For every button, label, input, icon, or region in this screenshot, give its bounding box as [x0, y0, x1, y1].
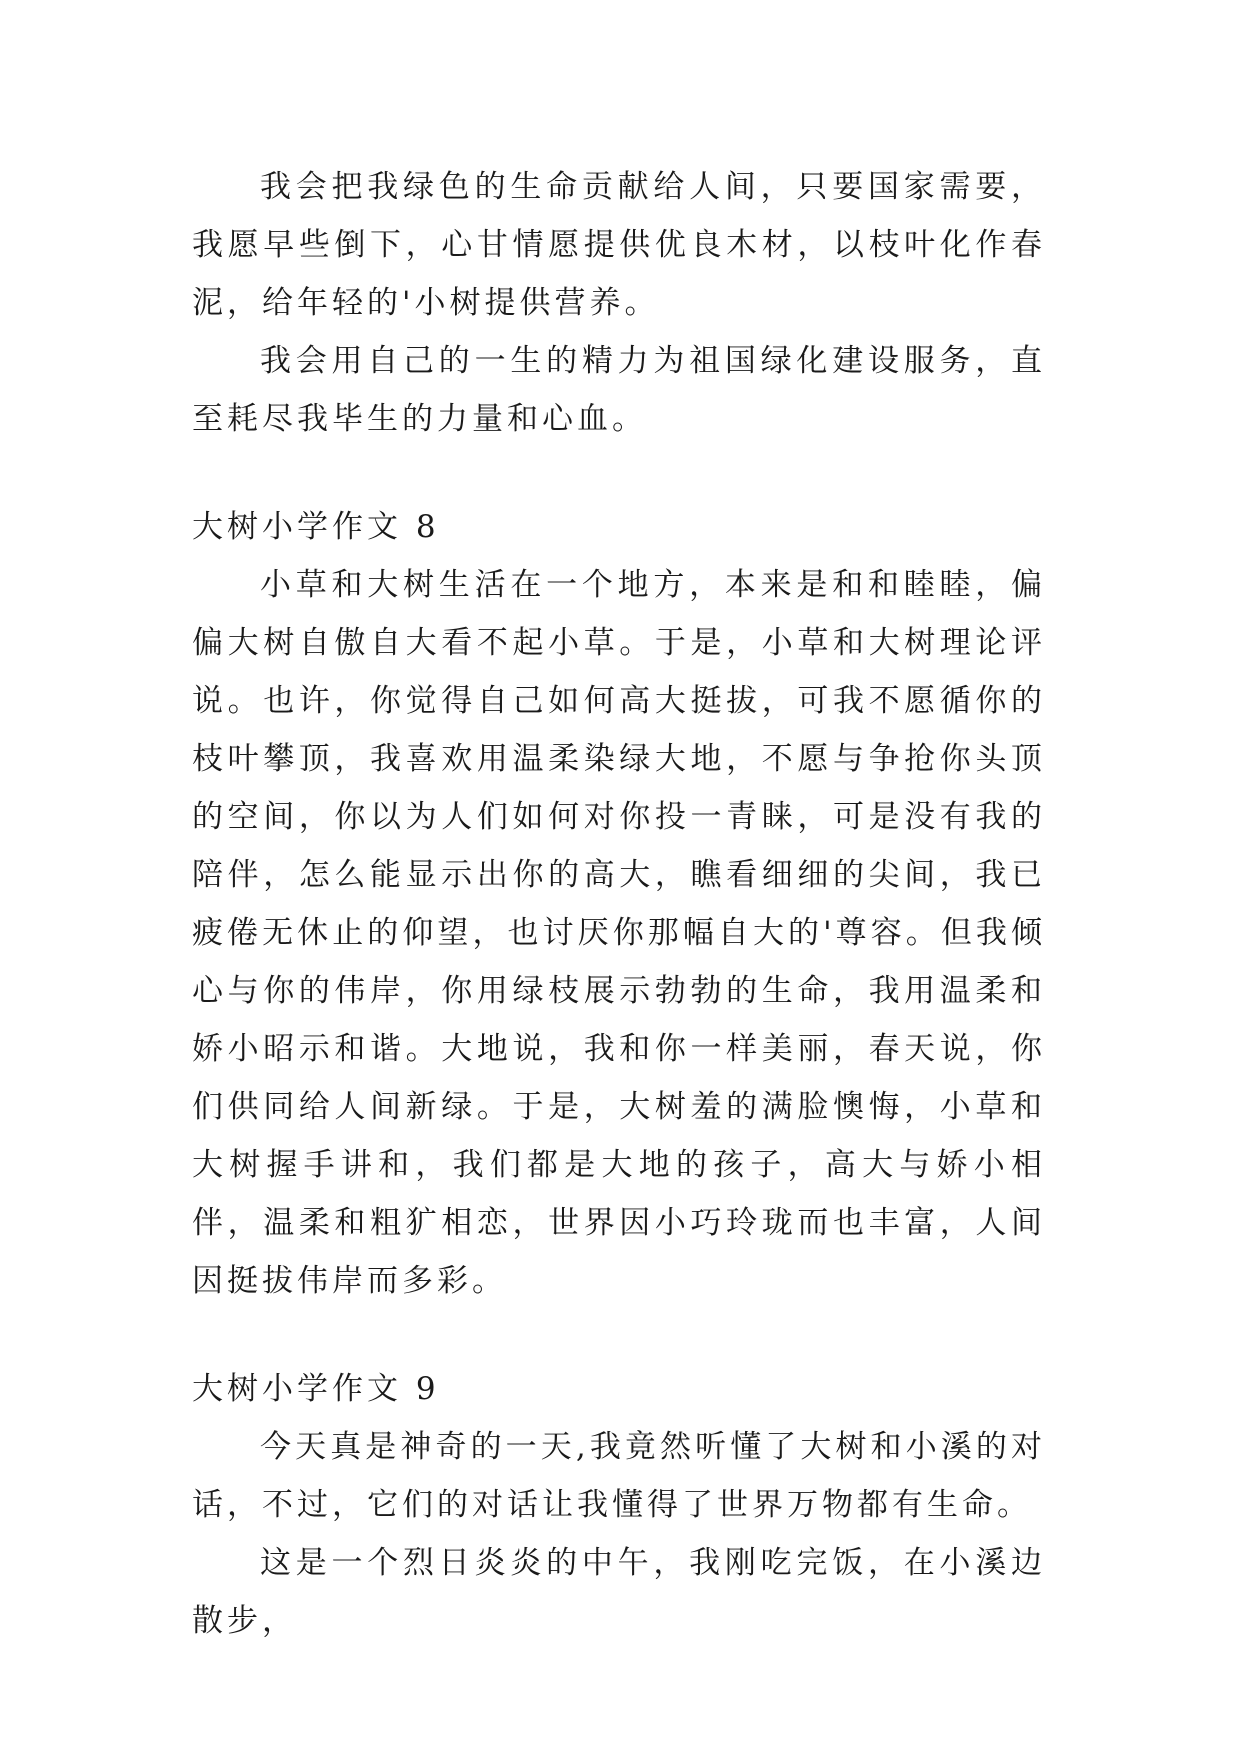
paragraph-hot-noon: 这是一个烈日炎炎的中午，我刚吃完饭，在小溪边散步，: [192, 1545, 1046, 1639]
paragraph-lifelong-service: 我会用自己的一生的精力为祖国绿化建设服务，直至耗尽我毕生的力量和心血。: [192, 343, 1046, 437]
paragraph-dedication: 我会把我绿色的生命贡献给人间，只要国家需要，我愿早些倒下，心甘情愿提供优良木材，以枝叶化作春泥，给年轻的'小树提供营养。: [192, 169, 1046, 321]
section-heading-9: 大树小学作文 9: [192, 1371, 440, 1407]
section-heading-8: 大树小学作文 8: [192, 509, 440, 545]
paragraph-magic-day: 今天真是神奇的一天,我竟然听懂了大树和小溪的对话，不过，它们的对话让我懂得了世界万物都有生命。: [192, 1429, 1046, 1523]
paragraph-grass-and-tree: 小草和大树生活在一个地方，本来是和和睦睦，偏偏大树自傲自大看不起小草。于是，小草和大树理论评说。也许，你觉得自己如何高大挺拔，可我不愿循你的枝叶攀顶，我喜欢用温柔染绿大地，不愿与争抢你头顶的空间，你以为人们如何对你投一青睐，可是没有我的陪伴，怎么能显示出你的高大，瞧看细细的尖间，我已疲倦无休止的仰望，也讨厌你那幅自大的'尊容。但我倾心与你的伟岸，你用绿枝展示勃勃的生命，我用温柔和娇小昭示和谐。大地说，我和你一样美丽，春天说，你们供同给人间新绿。于是，大树羞的满脸懊悔，小草和大树握手讲和，我们都是大地的孩子，高大与娇小相伴，温柔和粗犷相恋，世界因小巧玲珑而也丰富，人间因挺拔伟岸而多彩。: [192, 567, 1046, 1299]
document-body: [192, 158, 1046, 1650]
